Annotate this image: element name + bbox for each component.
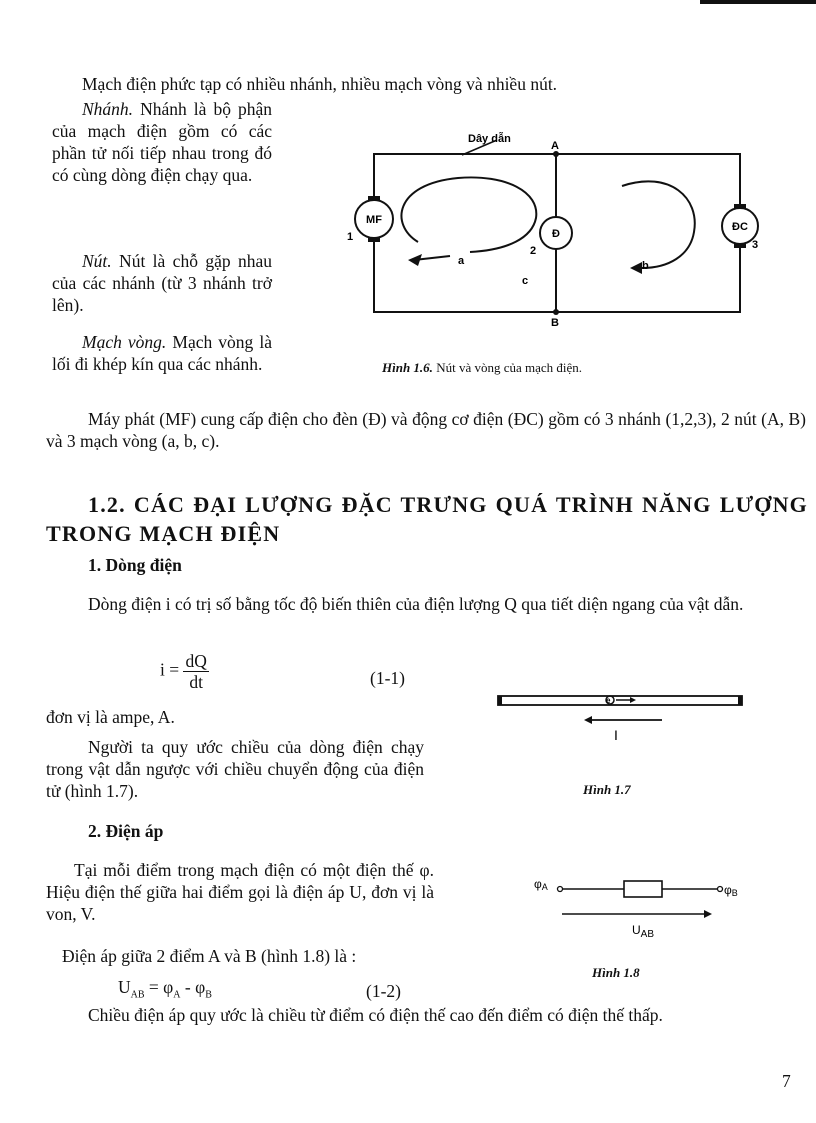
node-a-label: A <box>551 140 559 152</box>
figure-1-6-circuit <box>330 120 790 360</box>
page-number: 7 <box>782 1071 791 1091</box>
caption-label: Hình 1.6. <box>382 360 433 375</box>
summary-paragraph: Máy phát (MF) cung cấp điện cho đèn (Đ) và động cơ điện (ĐC) gồm có 3 nhánh (1,2,3), 2 nút (A, B) và 3 mạch vòng (a, b, c). <box>46 409 806 451</box>
definition-text: Nút là chỗ gặp nhau của các nhánh (từ 3 nhánh trở lên). <box>52 251 272 315</box>
motor-label: ĐC <box>732 221 748 233</box>
generator-label: MF <box>366 214 382 226</box>
figure-1-8-caption <box>592 965 640 981</box>
loop-b-arc <box>622 181 695 268</box>
wire-label: Dây dẫn <box>468 133 511 145</box>
resistor-symbol <box>624 881 662 897</box>
definition-term: Nhánh. <box>82 99 134 119</box>
figure-1-7-caption <box>583 782 631 798</box>
eq-phi-a-sub: A <box>173 989 181 1001</box>
current-convention: Người ta quy ước chiều của dòng điện chạy trong vật dẫn ngược với chiều chuyển động của điện tử (hình 1.7). <box>46 737 424 801</box>
terminal-b <box>718 887 723 892</box>
definition-text: Mạch vòng là lối đi khép kín qua các nhánh. <box>52 332 272 374</box>
voltage-conclusion: Chiều điện áp quy ước là chiều từ điểm có điện thế cao đến điểm có điện thế thấp. <box>88 1005 663 1025</box>
branch-2-label: 2 <box>530 245 537 257</box>
equation-1-1-number: (1-1) <box>370 668 405 688</box>
lamp-label: Đ <box>552 228 560 240</box>
subsection-1-title: 1. Dòng điện <box>88 555 182 575</box>
definition-branch <box>52 98 272 186</box>
unit-line: đơn vị là ampe, A. <box>46 707 175 727</box>
definition-loop <box>52 331 272 375</box>
figure-1-7-conductor <box>490 690 750 750</box>
phi-a-label: φA <box>534 877 548 892</box>
eq-phi-b: - φ <box>180 977 206 997</box>
equation-denominator: dt <box>189 672 203 692</box>
loop-a-arc <box>401 177 536 252</box>
branch-1-label: 1 <box>347 231 354 243</box>
eq-phi-b-sub: B <box>205 989 212 1001</box>
eq-phi-a: = φ <box>144 977 174 997</box>
conductor-end-right <box>738 696 742 705</box>
subsection-2-title: 2. Điện áp <box>88 821 164 841</box>
definition-text: Nhánh là bộ phận của mạch điện gồm có các phần tử nối tiếp nhau trong đó có cùng dòng điện chạy qua. <box>52 99 272 185</box>
node-b-dot <box>553 309 559 315</box>
phi-b-label: φB <box>724 883 738 898</box>
voltage-arrowhead <box>704 910 712 918</box>
voltage-label: $U_{AB}$ <box>632 923 655 940</box>
caption-label: Hình 1.8 <box>592 965 640 980</box>
equation-1-2 <box>118 977 212 1001</box>
definition-term: Nút. <box>82 251 112 271</box>
equation-1-1 <box>160 651 209 692</box>
current-arrowhead <box>584 716 592 724</box>
equation-fraction <box>183 651 208 692</box>
conductor-end-left <box>498 696 502 705</box>
figure-1-6-caption <box>382 360 582 376</box>
loop-b-arrowhead <box>630 262 642 274</box>
definition-node <box>52 250 272 316</box>
terminal-a <box>558 887 563 892</box>
caption-text: Nút và vòng của mạch điện. <box>432 360 583 375</box>
voltage-definition: Tại mỗi điểm trong mạch điện có một điện thế φ. Hiệu điện thế giữa hai điểm gọi là điện áp U, đơn vị là von, V. <box>46 860 434 924</box>
loop-b-label: b <box>642 260 649 272</box>
definition-term: Mạch vòng. <box>82 332 167 352</box>
loop-c-label: c <box>522 275 529 287</box>
loop-a-label: a <box>458 255 465 267</box>
section-heading: 1.2. CÁC ĐẠI LƯỢNG ĐẶC TRƯNG QUÁ TRÌNH NĂNG LƯỢNG TRONG MẠCH ĐIỆN <box>46 492 808 546</box>
figure-1-8-voltage <box>520 868 760 948</box>
intro-paragraph: Mạch điện phức tạp có nhiều nhánh, nhiều mạch vòng và nhiều nút. <box>82 74 558 94</box>
current-definition: Dòng điện i có trị số bằng tốc độ biến thiên của điện lượng Q qua tiết diện ngang của vật dẫn. <box>88 594 744 614</box>
voltage-intro-line: Điện áp giữa 2 điểm A và B (hình 1.8) là : <box>62 946 357 966</box>
node-b-label: B <box>551 317 559 329</box>
equation-numerator: dQ <box>185 651 207 671</box>
top-rule <box>700 0 816 4</box>
electron-label: e <box>606 696 611 705</box>
equation-lhs: i = <box>160 659 180 680</box>
branch-3-label: 3 <box>752 239 759 251</box>
caption-label: Hình 1.7 <box>583 782 631 797</box>
eq-u: U <box>118 977 131 997</box>
current-label: I <box>614 727 618 743</box>
equation-1-2-number: (1-2) <box>366 981 401 1001</box>
eq-u-sub: AB <box>130 989 145 1001</box>
